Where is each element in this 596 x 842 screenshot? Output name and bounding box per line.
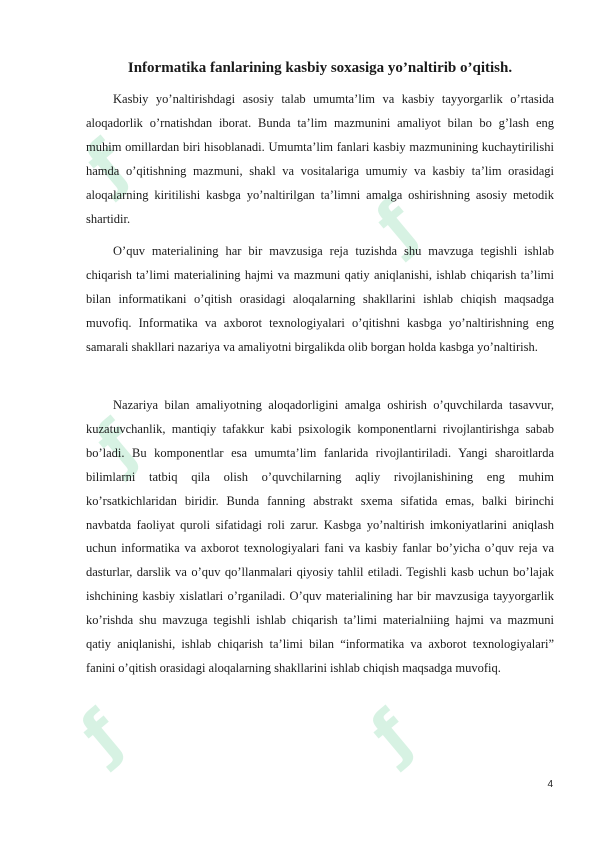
paragraph-3: Nazariya bilan amaliyotning aloqadorligini amalga oshirish o’quvchilarda tasavvur, kuzatuvchanlik, mantiqiy tafakkur kabi psixologik komponentlarni rivojlantirishga sabab bo’ladi. Bu komponentlar esa umumta’lim fanlarida rivojlantiriladi. Yangi sharoitlarda bilimlarni tatbiq qila olish o’quvchilarning aqliy rivojlanishining eng muhim ko’rsatkichlaridan biridir. Bunda fanning abstrakt sxema sifatida emas, balki birinchi navbatda faoliyat quroli sifatidagi roli zarur. Kasbga yo’naltirish imkoniyatlarini aniqlash uchun informatika va axborot texnologiyalari fani va kasbiy fanlar bo’yicha o’quv reja va dasturlar, darslik va o’quv qo’llanmalari qiyosiy tahlil etiladi. Tegishli kasb uchun bo’lajak ishchining kasbiy xislatlari o’rganiladi. O’quv materialining har bir mavzusiga tayyorgarlik ko’rishda shu mavzuga tegishli ishlab chiqarish ta’limi materialniing hajmi va mazmuni qatiy aniqlanishi, ishlab chiqarish ta’limi bilan “informatika va axborot texnologiyalari” fanini o’qitish orasidagi aloqalarning shakllarini ishlab chiqish maqsadga muvofiq.: [86, 398, 554, 675]
document-title: Informatika fanlarining kasbiy soxasiga yo’naltirib o’qitish.: [127, 60, 513, 76]
watermark-glyph: ƒ: [357, 697, 427, 773]
watermark-glyph: ƒ: [82, 407, 152, 483]
watermark-glyph: ƒ: [72, 127, 142, 203]
paragraph-1: Kasbiy yo’naltirishdagi asosiy talab umumta’lim va kasbiy tayyorgarlik o’rtasida aloqadorlik o’rnatishdan iborat. Bunda ta’lim mazmunini amaliyot bilan bo g’lash eng muhim omillardan biri hisoblanadi. Umumta’lim fanlari kasbiy mazmunining kuchaytirilishi hamda o’qitishning mazmuni, shakl va vositalariga umumiy va kasbiy ta’lim orasidagi aloqalarning kiritilishi kasbga yo’naltirilgan ta’limni amalga oshirishning asosiy metodik shartidir.: [86, 92, 554, 226]
watermark-glyph: ƒ: [362, 187, 432, 263]
page-number: 4: [547, 779, 553, 790]
watermark-mark-bottom-left: [65, 697, 138, 775]
watermark-mark-bottom-right: [355, 697, 428, 775]
paragraph-2: O’quv materialining har bir mavzusiga reja tuzishda shu mavzuga tegishli ishlab chiqarish ta’limi materialining hajmi va mazmuni qatiy aniqlanishi, ishlab chiqarish ta’limi bilan informatikani o’qitish orasidagi aloqalarning shakllarini ishlab chiqish maqsadga muvofiq. Informatika va axborot texnologiyalari o’qitishni kasbga yo’naltirishning eng samarali shakllari nazariya va amaliyotni birgalikda olib borgan holda kasbga yo’naltirish.: [86, 244, 554, 354]
watermark-glyph: ƒ: [67, 697, 137, 773]
